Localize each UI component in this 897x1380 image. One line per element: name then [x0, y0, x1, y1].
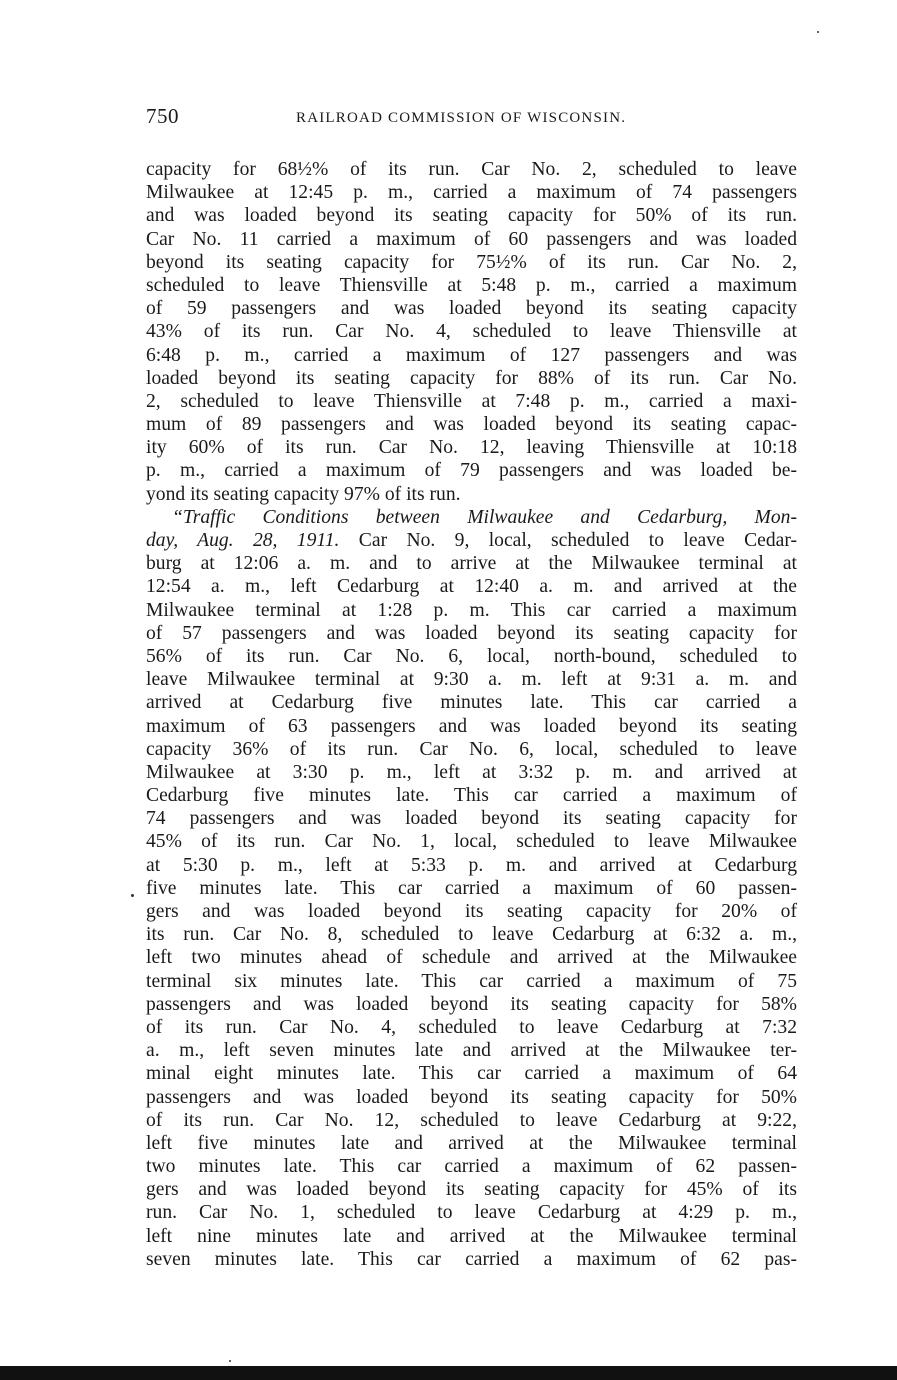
- body-text: [146, 158, 797, 1271]
- text-line: capacity 36% of its run. Car No. 6, local, scheduled to leave: [146, 738, 797, 760]
- text-run: Car No. 9, local, scheduled to leave Cedar-: [339, 530, 797, 551]
- ink-speck: [131, 894, 134, 897]
- text-line: Milwaukee at 3:30 p. m., left at 3:32 p. m. and arrived at: [146, 761, 797, 783]
- text-line: its run. Car No. 8, scheduled to leave Cedarburg at 6:32 a. m.,: [146, 924, 797, 946]
- text-line: arrived at Cedarburg five minutes late. This car carried a: [146, 692, 797, 714]
- text-line: passengers and was loaded beyond its seating capacity for 50%: [146, 1086, 797, 1108]
- text-line: 45% of its run. Car No. 1, local, scheduled to leave Milwaukee: [146, 831, 797, 853]
- text-line: capacity for 68½% of its run. Car No. 2, scheduled to leave: [146, 159, 797, 180]
- text-line: burg at 12:06 a. m. and to arrive at the Milwaukee terminal at: [146, 553, 797, 575]
- text-line: ity 60% of its run. Car No. 12, leaving Thiensville at 10:18: [146, 437, 797, 459]
- text-line: two minutes late. This car carried a maximum of 62 passen-: [146, 1156, 797, 1178]
- italic-heading: “Traffic Conditions between Milwaukee and Cedarburg, Mon-: [172, 506, 797, 528]
- text-line: 74 passengers and was loaded beyond its seating capacity for: [146, 808, 797, 830]
- text-line: of 59 passengers and was loaded beyond its seating capacity: [146, 298, 797, 320]
- text-line: beyond its seating capacity for 75½% of its run. Car No. 2,: [146, 251, 797, 273]
- text-line: left two minutes ahead of schedule and arrived at the Milwaukee: [146, 947, 797, 969]
- paragraph-2: [146, 506, 797, 1271]
- text-line: of its run. Car No. 4, scheduled to leave Cedarburg at 7:32: [146, 1016, 797, 1038]
- text-line: [146, 506, 797, 529]
- text-line: terminal six minutes late. This car carried a maximum of 75: [146, 970, 797, 992]
- text-line: Car No. 11 carried a maximum of 60 passengers and was loaded: [146, 228, 797, 250]
- text-line: Milwaukee terminal at 1:28 p. m. This car carried a maximum: [146, 599, 797, 621]
- text-line: gers and was loaded beyond its seating capacity for 45% of its: [146, 1179, 797, 1201]
- text-line: loaded beyond its seating capacity for 88% of its run. Car No.: [146, 367, 797, 389]
- text-line: p. m., carried a maximum of 79 passengers and was loaded be-: [146, 460, 797, 482]
- text-line: 43% of its run. Car No. 4, scheduled to leave Thiensville at: [146, 321, 797, 343]
- text-line: yond its seating capacity 97% of its run.: [146, 483, 461, 505]
- text-line: 2, scheduled to leave Thiensville at 7:48 p. m., carried a maxi-: [146, 390, 797, 412]
- text-line: seven minutes late. This car carried a maximum of 62 pas-: [146, 1248, 797, 1270]
- text-line: Cedarburg five minutes late. This car carried a maximum of: [146, 785, 797, 807]
- text-line: left five minutes late and arrived at the Milwaukee terminal: [146, 1132, 797, 1154]
- text-line: gers and was loaded beyond its seating capacity for 20% of: [146, 901, 797, 922]
- scan-bottom-border: [0, 1366, 897, 1380]
- text-line: five minutes late. This car carried a maximum of 60 passen-: [146, 877, 797, 899]
- text-line: and was loaded beyond its seating capacity for 50% of its run.: [146, 205, 797, 227]
- paragraph-1: [146, 158, 797, 506]
- text-line: 6:48 p. m., carried a maximum of 127 passengers and was: [146, 344, 797, 366]
- text-line: run. Car No. 1, scheduled to leave Cedarburg at 4:29 p. m.,: [146, 1202, 797, 1224]
- text-line: passengers and was loaded beyond its seating capacity for 58%: [146, 993, 797, 1015]
- text-line: maximum of 63 passengers and was loaded beyond its seating: [146, 715, 797, 737]
- text-line: a. m., left seven minutes late and arrived at the Milwaukee ter-: [146, 1040, 797, 1062]
- italic-heading: day, Aug. 28, 1911.: [146, 530, 340, 551]
- ink-speck: [817, 31, 819, 33]
- text-line: of its run. Car No. 12, scheduled to leave Cedarburg at 9:22,: [146, 1109, 797, 1131]
- text-line: mum of 89 passengers and was loaded beyond its seating capac-: [146, 414, 797, 436]
- ink-speck: [229, 1360, 231, 1362]
- text-line: 56% of its run. Car No. 6, local, north-bound, scheduled to: [146, 645, 797, 667]
- text-line: of 57 passengers and was loaded beyond its seating capacity for: [146, 622, 797, 644]
- text-line: left nine minutes late and arrived at the Milwaukee terminal: [146, 1225, 797, 1247]
- text-line: minal eight minutes late. This car carried a maximum of 64: [146, 1063, 797, 1085]
- text-line: 12:54 a. m., left Cedarburg at 12:40 a. m. and arrived at the: [146, 576, 797, 598]
- text-line: leave Milwaukee terminal at 9:30 a. m. left at 9:31 a. m. and: [146, 669, 797, 691]
- running-head: RAILROAD COMMISSION OF WISCONSIN.: [296, 110, 627, 126]
- text-line: scheduled to leave Thiensville at 5:48 p. m., carried a maximum: [146, 274, 797, 296]
- text-line: at 5:30 p. m., left at 5:33 p. m. and arrived at Cedarburg: [146, 854, 797, 876]
- page-number: 750: [146, 104, 179, 128]
- page-header: [146, 104, 796, 134]
- text-line: Milwaukee at 12:45 p. m., carried a maximum of 74 passengers: [146, 182, 797, 204]
- text-line: [146, 529, 797, 552]
